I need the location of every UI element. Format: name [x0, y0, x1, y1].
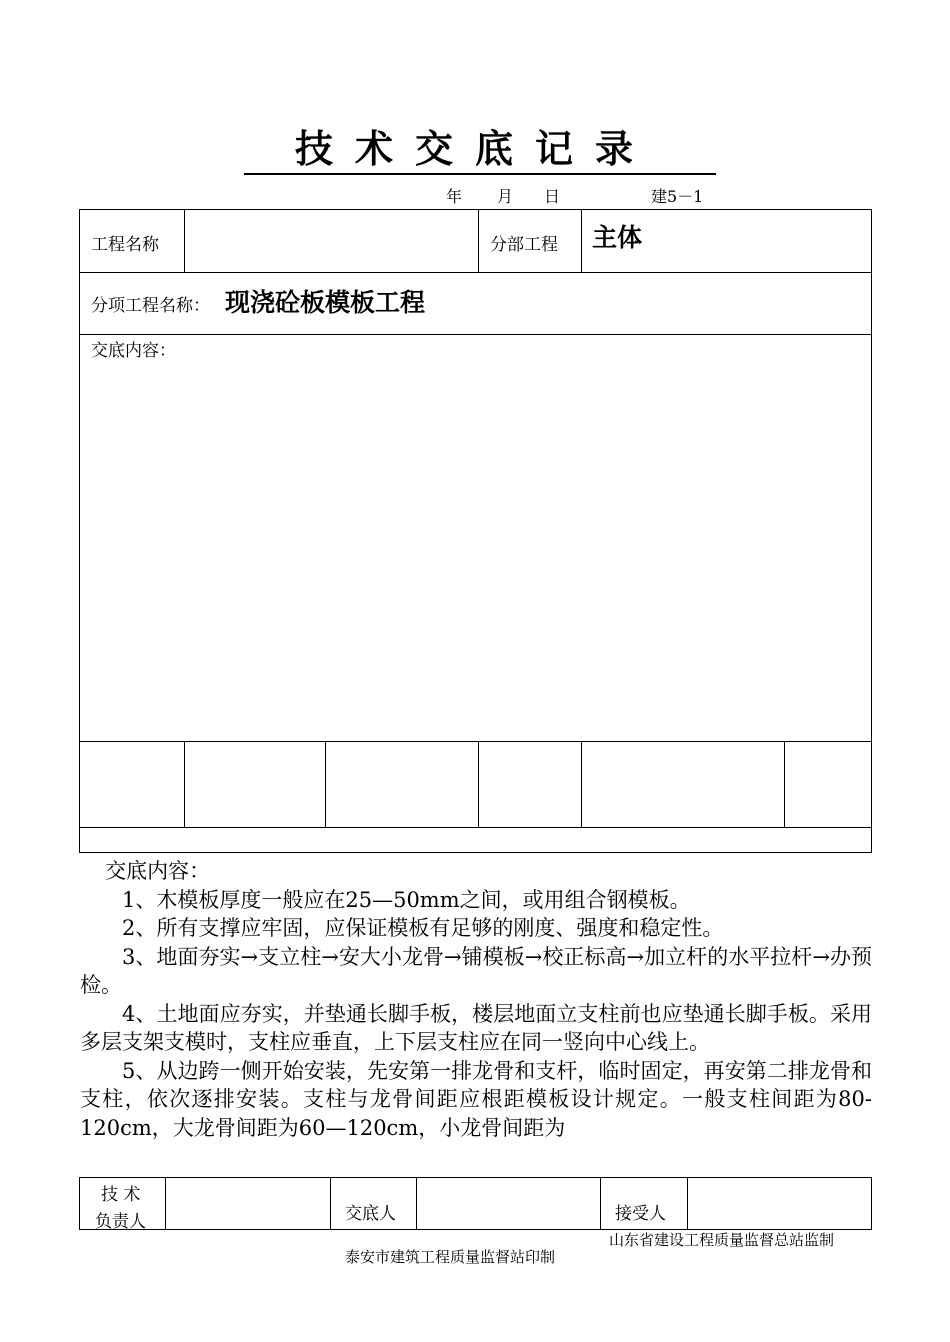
receiver-label: 接受人	[615, 1204, 666, 1224]
table-rule	[79, 741, 872, 742]
table-divider	[184, 741, 185, 827]
content-paragraph: 1、木模板厚度一般应在25—50mm之间，或用组合钢模板。	[122, 887, 691, 912]
date-year-label: 年	[446, 187, 463, 206]
date-day-label: 日	[544, 187, 561, 206]
project-name-label: 工程名称	[91, 235, 159, 255]
signature-border-left	[79, 1177, 80, 1230]
disclosure-content-area	[78, 853, 873, 1173]
subsection-label: 分部工程	[490, 235, 558, 255]
table-border-top	[79, 209, 872, 210]
item-name-label: 分项工程名称：	[91, 296, 210, 316]
content-paragraph: 5、从边跨一侧开始安装，先安第一排龙骨和支杆，临时固定，再安第二排龙骨和支柱，依次逐排安装。支柱与龙骨间距应根距模板设计规定。一般支柱间距为80-120cm，大龙骨间距为60—120cm，小龙骨间距为	[80, 1058, 872, 1140]
signature-border-top	[79, 1177, 872, 1178]
signature-divider	[600, 1177, 601, 1230]
table-rule	[79, 334, 872, 335]
content-paragraph: 4、土地面应夯实，并垫通长脚手板，楼层地面立支柱前也应垫通长脚手板。采用多层支架支模时，支柱应垂直，上下层支柱应在同一竖向中心线上。	[80, 1001, 872, 1054]
date-month-label: 月	[497, 187, 514, 206]
subsection-value: 主体	[592, 223, 643, 252]
table-divider	[581, 741, 582, 827]
table-divider	[581, 209, 582, 272]
table-divider	[325, 741, 326, 827]
content-heading: 交底内容：	[105, 859, 211, 883]
table-divider	[478, 209, 479, 272]
supervisor-note: 山东省建设工程质量监督总站监制	[609, 1231, 835, 1249]
tech-lead-label-line1: 技 术	[101, 1185, 141, 1205]
signature-divider	[165, 1177, 166, 1230]
table-rule	[79, 272, 872, 273]
content-box-label: 交底内容：	[91, 341, 176, 361]
table-rule	[79, 827, 872, 828]
table-divider	[784, 741, 785, 827]
item-name-value: 现浇砼板模板工程	[225, 288, 426, 317]
signature-divider	[330, 1177, 331, 1230]
form-number: 建5－1	[651, 187, 704, 206]
disclosure-text	[80, 857, 872, 1142]
content-paragraph: 2、所有支撑应牢固，应保证模板有足够的刚度、强度和稳定性。	[122, 916, 724, 940]
printer-note: 泰安市建筑工程质量监督站印制	[345, 1248, 556, 1266]
tech-lead-label-line2: 负责人	[95, 1212, 146, 1232]
table-border-right	[871, 209, 872, 853]
signature-border-right	[871, 1177, 872, 1230]
presenter-label: 交底人	[345, 1204, 396, 1224]
document-title: 技术交底记录	[294, 127, 655, 171]
content-paragraph: 3、地面夯实→支立柱→安大小龙骨→铺模板→校正标高→加立杆的水平拉杆→办预检。	[80, 944, 872, 997]
table-border-left	[79, 209, 80, 853]
title-underline	[244, 173, 716, 175]
table-divider	[184, 209, 185, 272]
signature-divider	[416, 1177, 417, 1230]
table-divider	[478, 741, 479, 827]
signature-divider	[687, 1177, 688, 1230]
